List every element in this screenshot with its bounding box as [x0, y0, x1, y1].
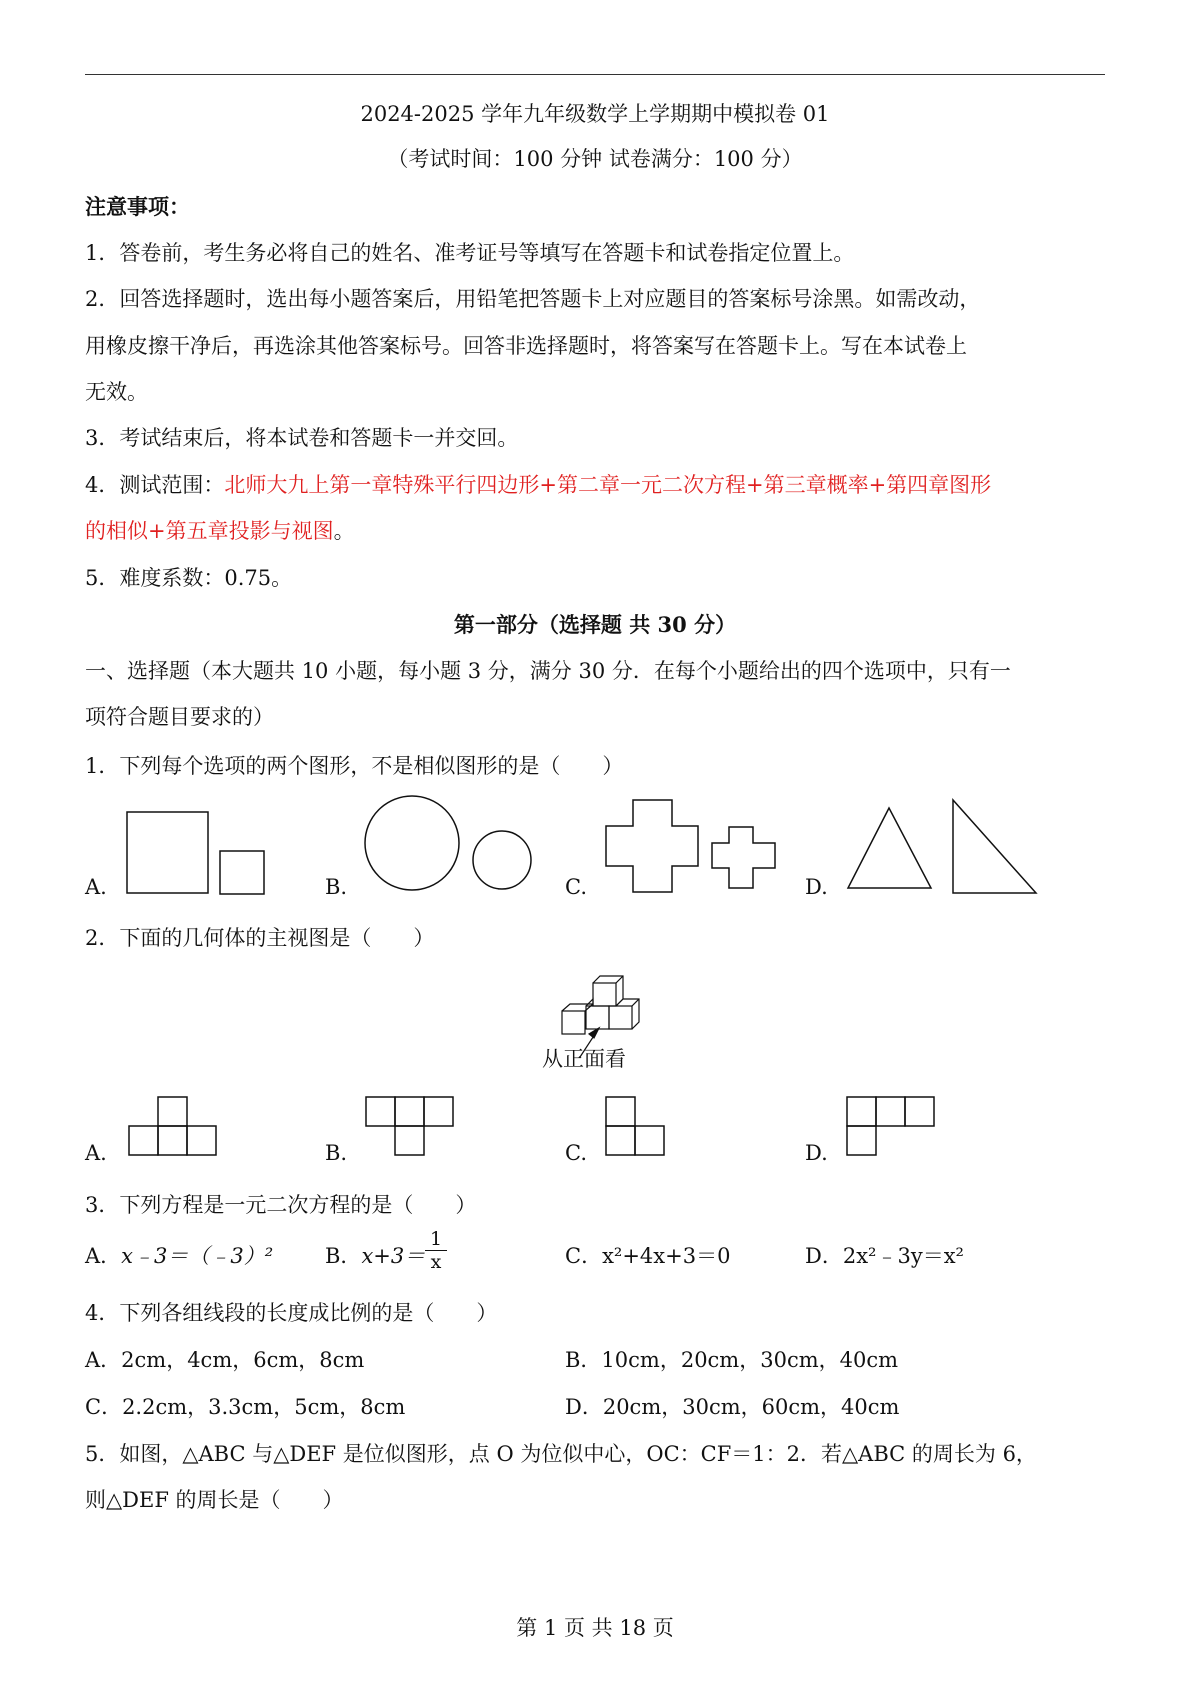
note-2-line-1: 2．回答选择题时，选出每小题答案后，用铅笔把答题卡上对应题目的答案标号涂黑。如需改动， — [85, 287, 981, 311]
q4-option-c: C．2.2cm，3.3cm，5cm，8cm — [85, 1395, 406, 1419]
q5-stem-line-1: 5．如图，△ABC 与△DEF 是位似图形，点 O 为位似中心，OC：CF＝1：2．若△ABC 的周长为 6， — [85, 1442, 1037, 1466]
q3-a-expr: x﹣3＝（﹣3）² — [121, 1244, 274, 1268]
q2-option-b: B. — [325, 1141, 348, 1165]
q3-b-label: B． — [325, 1244, 362, 1268]
note-3: 3．考试结束后，将本试卷和答题卡一并交回。 — [85, 426, 519, 450]
q3-option-d — [805, 1240, 964, 1270]
note-1: 1．答卷前，考生务必将自己的姓名、准考证号等填写在答题卡和试卷指定位置上。 — [85, 241, 855, 265]
q4-stem: 4．下列各组线段的长度成比例的是（ ） — [85, 1301, 498, 1325]
q3-a-label: A． — [85, 1244, 122, 1268]
note-2-line-2: 用橡皮擦干净后，再选涂其他答案标号。回答非选择题时，将答案写在答题卡上。写在本试卷上 — [85, 334, 967, 358]
q3-b-lhs: x+3＝ — [361, 1244, 426, 1268]
note-4-end: 。 — [333, 519, 355, 543]
q1-option-c: C. — [565, 875, 587, 899]
q4-option-d: D．20cm，30cm，60cm，40cm — [565, 1395, 900, 1419]
page-title: 2024-2025 学年九年级数学上学期期中模拟卷 01 — [360, 102, 830, 126]
note-5: 5．难度系数：0.75。 — [85, 566, 293, 590]
q2-option-d: D. — [805, 1141, 828, 1165]
q1-option-d: D. — [805, 875, 828, 899]
q3-b-fraction — [425, 1228, 447, 1273]
q3-option-a — [85, 1240, 273, 1270]
q4-option-a: A．2cm，4cm，6cm，8cm — [85, 1348, 365, 1372]
q3-c-expr: x²+4x+3＝0 — [602, 1244, 731, 1268]
section-heading-line-1: 一、选择题（本大题共 10 小题，每小题 3 分，满分 30 分．在每个小题给出的四个选项中，只有一 — [85, 659, 1011, 683]
q3-stem: 3．下列方程是一元二次方程的是（ ） — [85, 1193, 477, 1217]
q3-b-numerator: 1 — [429, 1228, 443, 1250]
page-footer: 第 1 页 共 18 页 — [516, 1616, 674, 1640]
q3-option-c — [565, 1240, 730, 1270]
part1-heading: 第一部分（选择题 共 30 分） — [453, 612, 737, 637]
q2-option-c: C. — [565, 1141, 587, 1165]
q3-d-label: D． — [805, 1244, 843, 1268]
note-2-line-3: 无效。 — [85, 380, 148, 404]
q1-stem: 1．下列每个选项的两个图形，不是相似图形的是（ ） — [85, 754, 624, 778]
q3-d-expr: 2x²﹣3y＝x² — [842, 1244, 964, 1268]
q2-stem: 2．下面的几何体的主视图是（ ） — [85, 926, 435, 950]
q3-c-label: C． — [565, 1244, 603, 1268]
q5-stem-line-2: 则△DEF 的周长是（ ） — [85, 1488, 344, 1512]
q3-b-denominator: x — [430, 1251, 442, 1273]
note-4-scope-a: 北师大九上第一章特殊平行四边形+第二章一元二次方程+第三章概率+第四章图形 — [224, 473, 992, 497]
note-4-scope-b: 的相似+第五章投影与视图 — [85, 519, 334, 543]
section-heading-line-2: 项符合题目要求的） — [85, 705, 274, 729]
notes-heading: 注意事项： — [85, 194, 190, 219]
page-subtitle: （考试时间：100 分钟 试卷满分：100 分） — [387, 147, 803, 171]
q1-option-b: B. — [325, 875, 348, 899]
q2-option-a: A. — [85, 1141, 107, 1165]
q3-option-b — [325, 1240, 425, 1270]
q1-option-a: A. — [85, 875, 107, 899]
note-4-prefix: 4．测试范围： — [85, 473, 225, 497]
q2-caption: 从正面看 — [542, 1047, 626, 1071]
q4-option-b: B．10cm，20cm，30cm，40cm — [565, 1348, 899, 1372]
